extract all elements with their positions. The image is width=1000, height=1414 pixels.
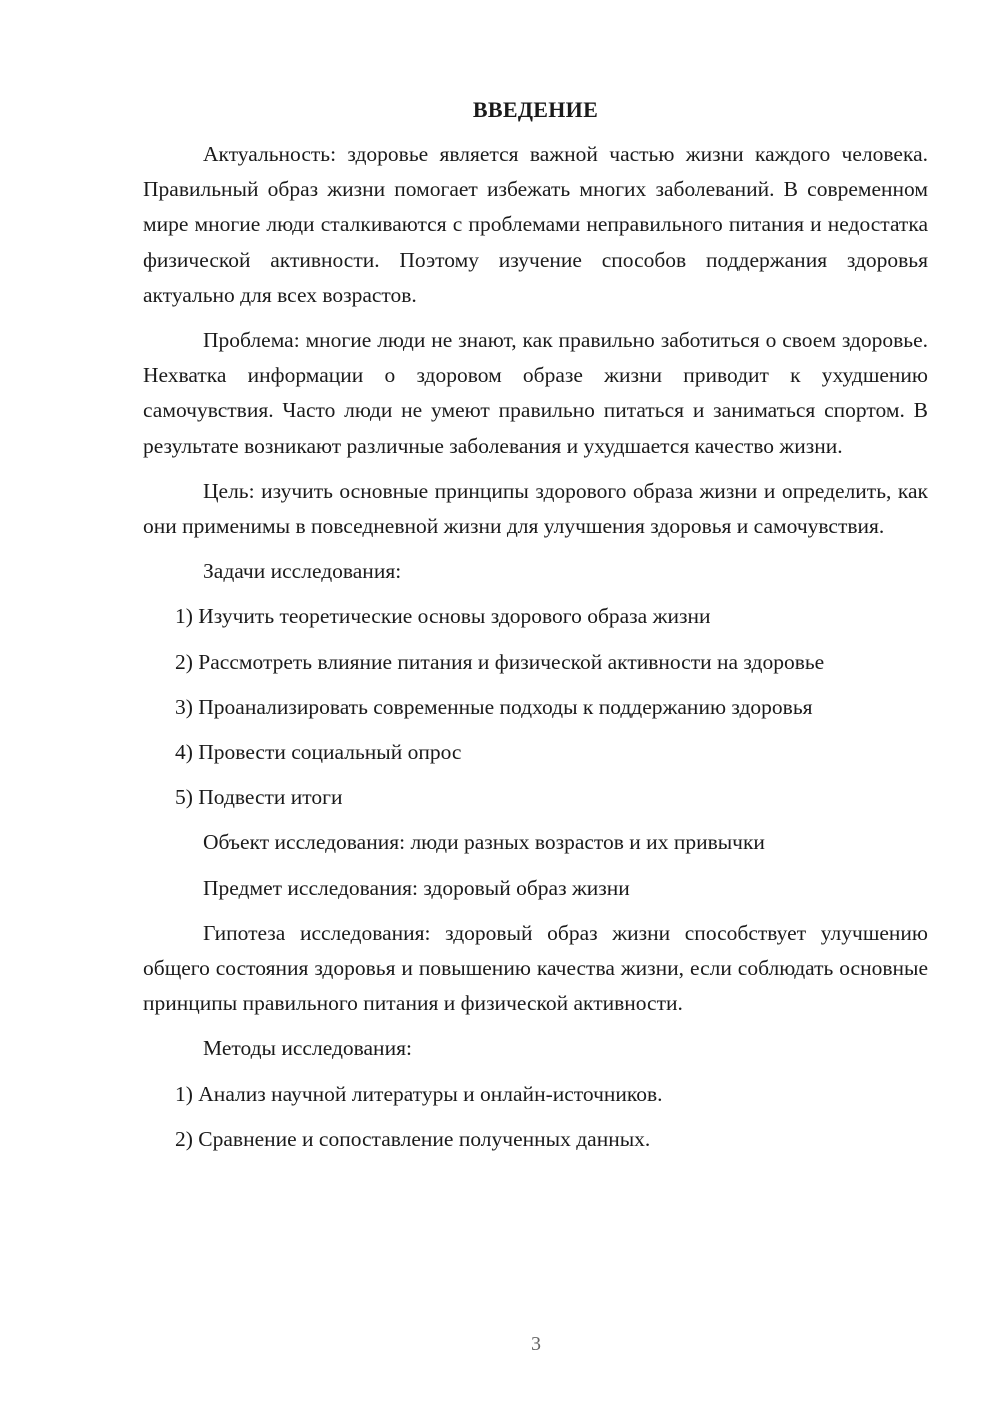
research-object: Объект исследования: люди разных возрастов и их привычки — [203, 830, 765, 855]
task-item-1: 1) Изучить теоретические основы здорового образа жизни — [175, 604, 711, 629]
task-item-5: 5) Подвести итоги — [175, 785, 343, 810]
research-subject: Предмет исследования: здоровый образ жизни — [203, 875, 630, 900]
goal-paragraph: Цель: изучить основные принципы здорового образа жизни и определить, как они применимы в повседневной жизни для улучшения здоровья и самочувствия. — [143, 478, 928, 539]
task-item-2: 2) Рассмотреть влияние питания и физической активности на здоровье — [175, 649, 825, 674]
method-item-2: 2) Сравнение и сопоставление полученных данных. — [175, 1126, 651, 1151]
tasks-heading: Задачи исследования: — [203, 559, 402, 584]
problem-paragraph: Проблема: многие люди не знают, как правильно заботиться о своем здоровье. Нехватка информации о здоровом образе жизни приводит к ухудшению самочувствия. Часто люди не умеют правильно питаться и заниматься спортом. В результате возникают различные заболевания и ухудшается качество жизни. — [143, 328, 928, 458]
task-item-3: 3) Проанализировать современные подходы к поддержанию здоровья — [175, 694, 813, 719]
relevance-paragraph: Актуальность: здоровье является важной частью жизни каждого человека. Правильный образ жизни помогает избежать многих заболеваний. В современном мире многие люди сталкиваются с проблемами неправильного питания и недостатка физической активности. Поэтому изучение способов поддержания здоровья актуально для всех возрастов. — [143, 142, 928, 307]
page-number: 3 — [531, 1333, 541, 1355]
method-item-1: 1) Анализ научной литературы и онлайн-источников. — [175, 1081, 663, 1106]
hypothesis-paragraph: Гипотеза исследования: здоровый образ жизни способствует улучшению общего состояния здоровья и повышению качества жизни, если соблюдать основные принципы правильного питания и физической активности. — [143, 920, 928, 1016]
page-content — [143, 92, 928, 1167]
page-title: ВВЕДЕНИЕ — [472, 97, 599, 122]
task-item-4: 4) Провести социальный опрос — [175, 740, 462, 765]
methods-heading: Методы исследования: — [203, 1036, 412, 1061]
